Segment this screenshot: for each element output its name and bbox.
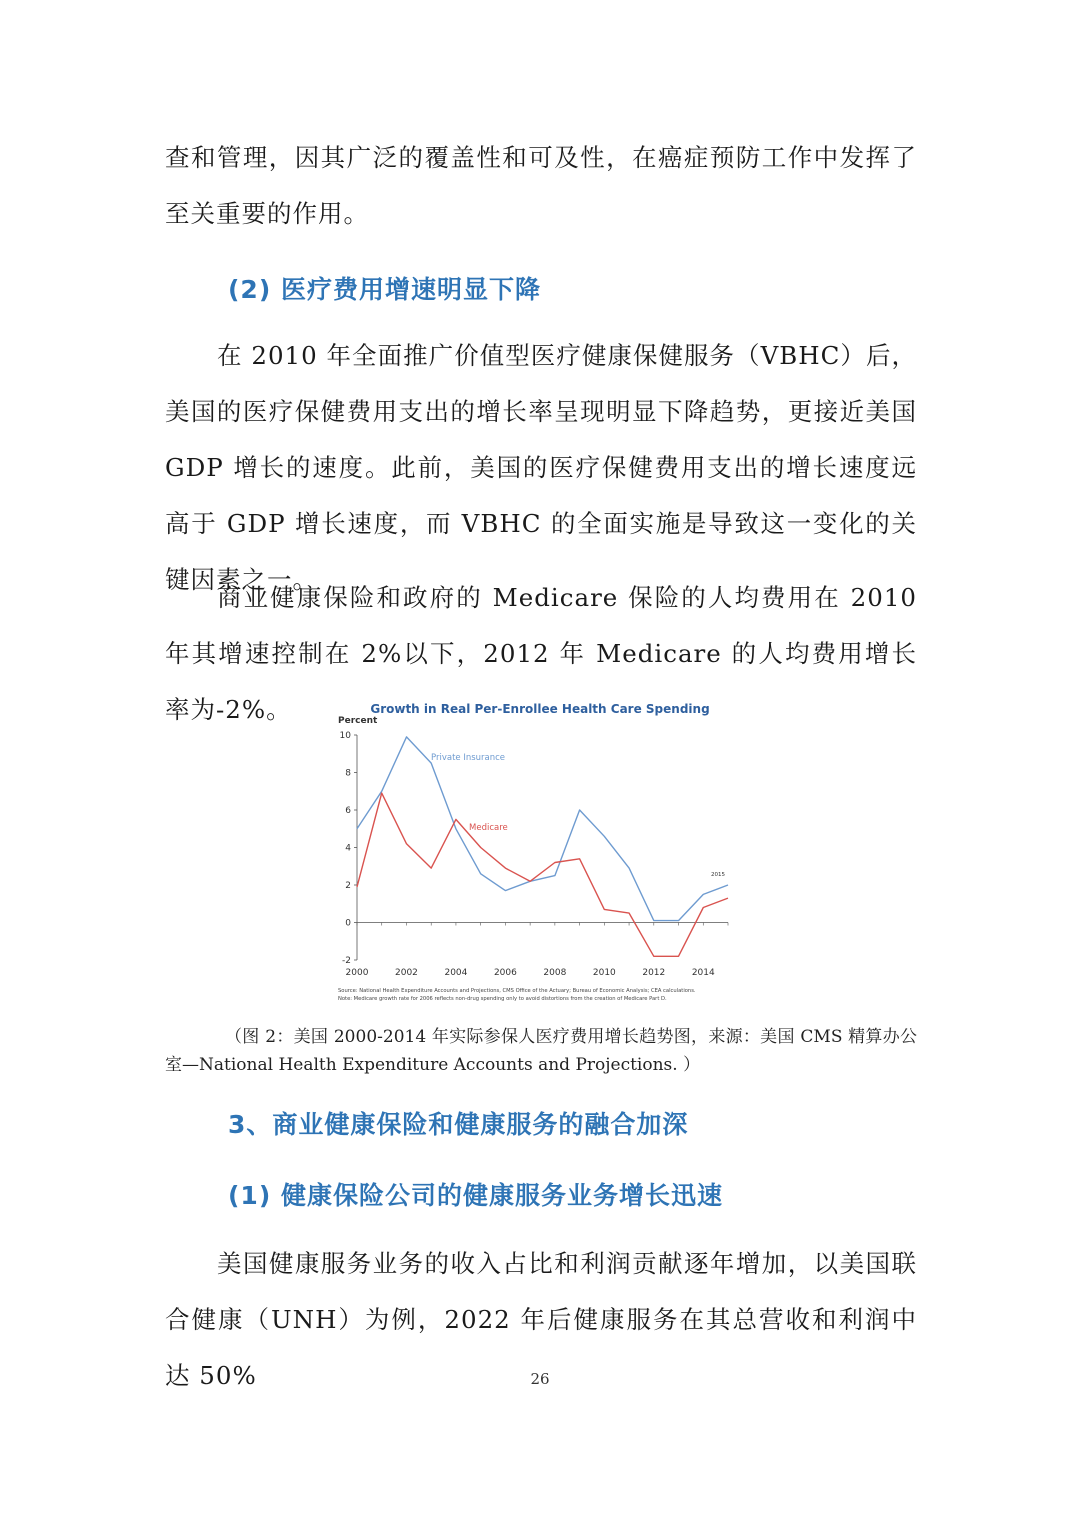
series-line-private-insurance — [357, 737, 728, 921]
chart-axes — [340, 731, 728, 978]
paragraph-medicare: 商业健康保险和政府的 Medicare 保险的人均费用在 2010 年其增速控制在 2%以下，2012 年 Medicare 的人均费用增长率为-2%。 — [165, 583, 917, 724]
x-tick-label: 2014 — [691, 968, 715, 978]
page-number: 26 — [530, 1370, 550, 1388]
section-heading-cost-growth: (2) 医疗费用增速明显下降 — [228, 275, 541, 304]
y-tick-label: 10 — [339, 731, 351, 741]
y-tick-label: 2 — [345, 881, 351, 891]
figure-caption: （图 2：美国 2000-2014 年实际参保人医疗费用增长趋势图，来源：美国 CMS 精算办公室—National Health Expenditure Accounts and Projections. ） — [165, 1027, 917, 1075]
paragraph-vbhc: 在 2010 年全面推广价值型医疗健康保健服务（VBHC）后，美国的医疗保健费用支出的增长率呈现明显下降趋势，更接近美国 GDP 增长的速度。此前，美国的医疗保健费用支出的增长速度远高于 GDP 增长速度，而 VBHC 的全面实施是导致这一变化的关键因素之一。 — [165, 341, 917, 594]
x-tick-label: 2000 — [345, 968, 369, 978]
chart-ylabel: Percent — [338, 716, 378, 726]
x-tick-label: 2012 — [642, 968, 666, 978]
x-tick-label: 2010 — [592, 968, 616, 978]
x-tick-label: 2006 — [493, 968, 517, 978]
paragraph-continuation: 查和管理，因其广泛的覆盖性和可及性，在癌症预防工作中发挥了至关重要的作用。 — [165, 143, 917, 228]
x-tick-label: 2004 — [444, 968, 468, 978]
x-tick-label: 2008 — [543, 968, 567, 978]
y-tick-label: 8 — [345, 768, 351, 779]
series-label-private-insurance: Private Insurance — [431, 753, 506, 763]
series-label-medicare: Medicare — [469, 823, 508, 833]
section-heading-integration: 3、商业健康保险和健康服务的融合加深 — [228, 1110, 689, 1139]
growth-chart — [330, 695, 750, 1010]
series-line-medicare — [357, 793, 728, 956]
y-tick-label: 6 — [345, 806, 351, 816]
y-tick-label: 4 — [345, 843, 351, 854]
paragraph-unh: 美国健康服务业务的收入占比和利润贡献逐年增加，以美国联合健康（UNH）为例，2022 年后健康服务在其总营收和利润中达 50% — [165, 1249, 917, 1390]
y-tick-label: 0 — [345, 918, 351, 929]
chart-title: Growth in Real Per-Enrollee Health Care Spending — [370, 702, 710, 716]
annotation-2015: 2015 — [711, 872, 725, 878]
chart-source-line-2: Note: Medicare growth rate for 2006 reflects non-drug spending only to avoid distortions from the creation of Medicare Part D. — [338, 996, 667, 1002]
chart-source-line-1: Source: National Health Expenditure Accounts and Projections, CMS Office of the Actuary; Bureau of Economic Analysis; CEA calculations. — [338, 988, 696, 994]
chart-series-layer — [357, 737, 728, 956]
section-heading-health-services: (1) 健康保险公司的健康服务业务增长迅速 — [228, 1181, 723, 1210]
x-tick-label: 2002 — [395, 968, 418, 978]
y-tick-label: -2 — [342, 956, 351, 966]
